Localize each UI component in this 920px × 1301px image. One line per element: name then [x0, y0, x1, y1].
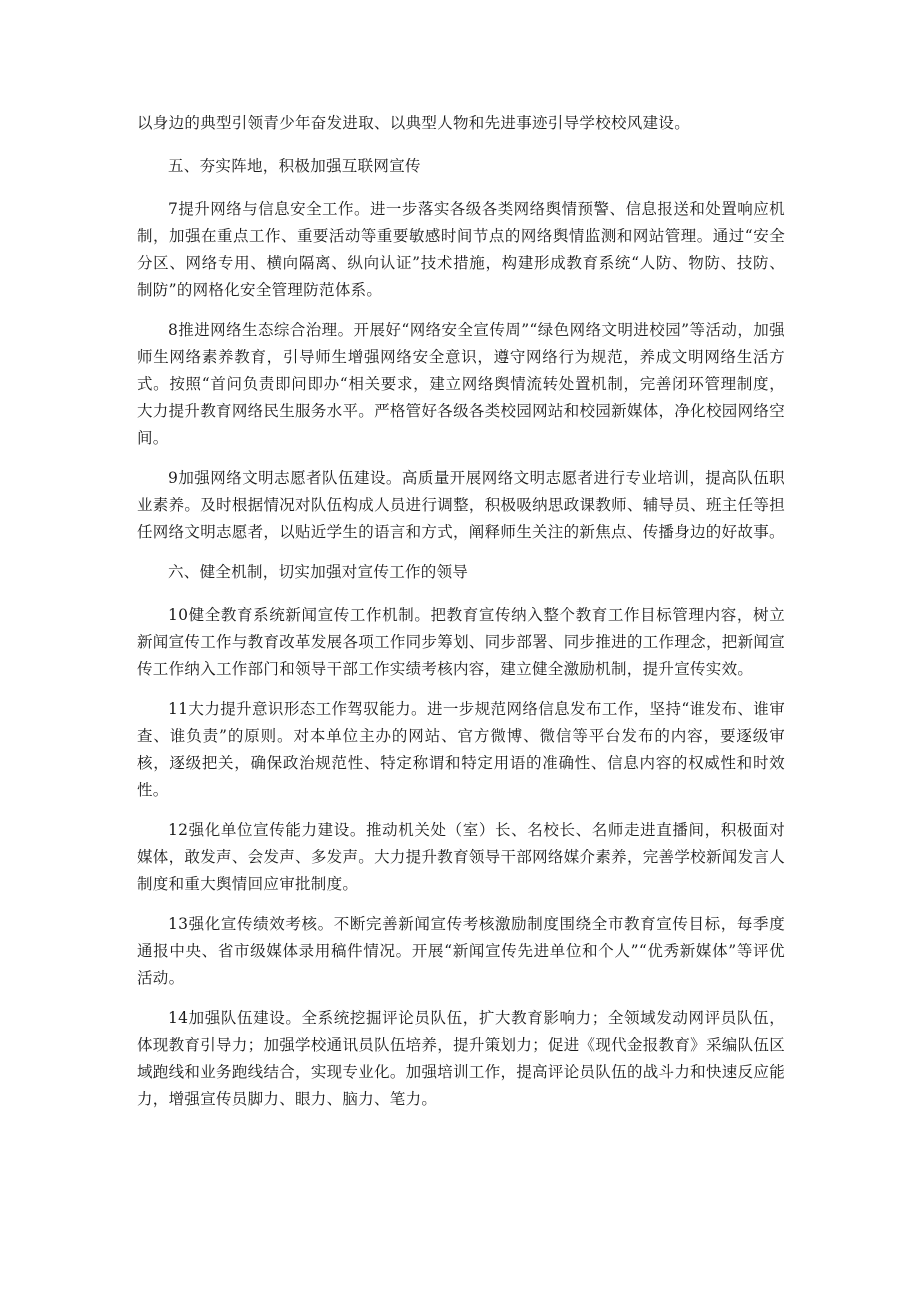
paragraph-7: 7提升网络与信息安全工作。进一步落实各级各类网络舆情预警、信息报送和处置响应机制，加强在重点工作、重要活动等重要敏感时间节点的网络舆情监测和网站管理。通过“安全分区、网络专用、横向隔离、纵向认证”技术措施，构建形成教育系统“人防、物防、技防、制防”的网格化安全管理防范体系。: [137, 200, 785, 299]
paragraph-9: 9加强网络文明志愿者队伍建设。高质量开展网络文明志愿者进行专业培训，提高队伍职业素养。及时根据情况对队伍构成人员进行调整，积极吸纳思政课教师、辅导员、班主任等担任网络文明志愿者，以贴近学生的语言和方式，阐释师生关注的新焦点、传播身边的好故事。: [137, 469, 785, 541]
lead-paragraph: 以身边的典型引领青少年奋发进取、以典型人物和先进事迹引导学校校风建设。: [137, 114, 691, 132]
paragraph-12: 12强化单位宣传能力建设。推动机关处（室）长、名校长、名师走进直播间，积极面对媒体，敢发声、会发声、多发声。大力提升教育领导干部网络媒介素养，完善学校新闻发言人制度和重大舆情回应审批制度。: [137, 821, 785, 893]
paragraph-14: 14加强队伍建设。全系统挖掘评论员队伍，扩大教育影响力；全领域发动网评员队伍，体现教育引导力；加强学校通讯员队伍培养，提升策划力；促进《现代金报教育》采编队伍区域跑线和业务跑线结合，实现专业化。加强培训工作，提高评论员队伍的战斗力和快速反应能力，增强宣传员脚力、眼力、脑力、笔力。: [137, 1009, 785, 1108]
paragraph-8: 8推进网络生态综合治理。开展好“网络安全宣传周”“绿色网络文明进校园”等活动，加强师生网络素养教育，引导师生增强网络安全意识，遵守网络行为规范，养成文明网络生活方式。按照“首问负责即问即办“相关要求，建立网络舆情流转处置机制，完善闭环管理制度，大力提升教育网络民生服务水平。严格管好各级各类校园网站和校园新媒体，净化校园网络空间。: [137, 321, 785, 447]
section-heading-5: 五、夯实阵地，积极加强互联网宣传: [168, 157, 421, 175]
paragraph-10: 10健全教育系统新闻宣传工作机制。把教育宣传纳入整个教育工作目标管理内容，树立新闻宣传工作与教育改革发展各项工作同步筹划、同步部署、同步推进的工作理念，把新闻宣传工作纳入工作部门和领导干部工作实绩考核内容，建立健全激励机制，提升宣传实效。: [137, 606, 785, 678]
section-heading-6: 六、健全机制，切实加强对宣传工作的领导: [168, 563, 469, 581]
paragraph-11: 11大力提升意识形态工作驾驭能力。进一步规范网络信息发布工作，坚持“谁发布、谁审查、谁负责”的原则。对本单位主办的网站、官方微博、微信等平台发布的内容，要逐级审核，逐级把关，确保政治规范性、特定称谓和特定用语的准确性、信息内容的权威性和时效性。: [137, 700, 785, 799]
paragraph-13: 13强化宣传绩效考核。不断完善新闻宣传考核激励制度围绕全市教育宣传目标，每季度通报中央、省市级媒体录用稿件情况。开展“新闻宣传先进单位和个人”“优秀新媒体”等评优活动。: [137, 915, 785, 987]
